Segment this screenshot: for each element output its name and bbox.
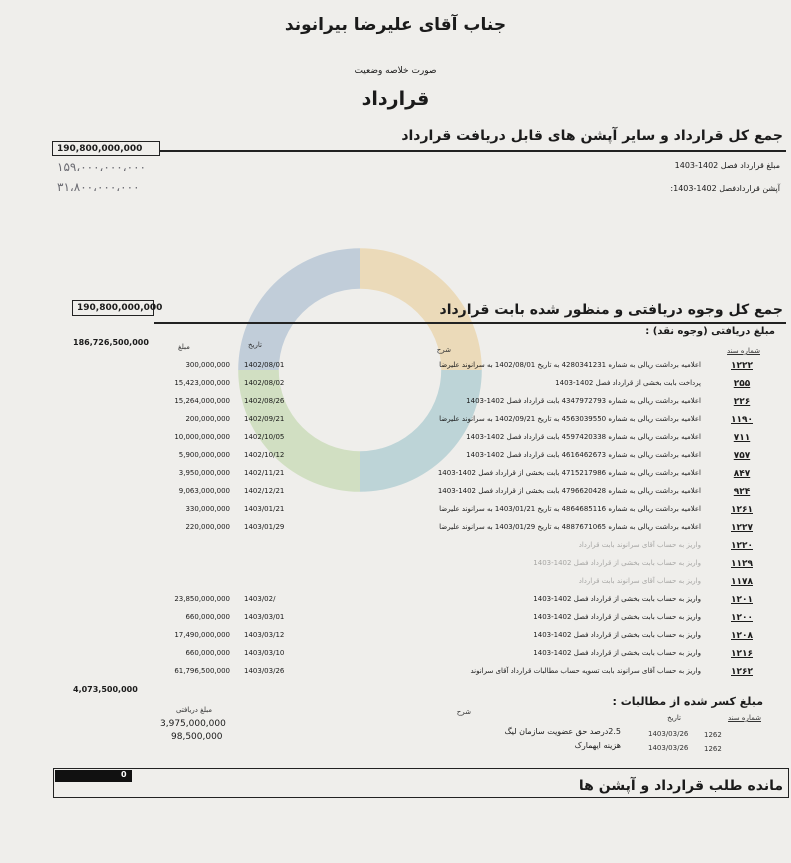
section2-title: جمع کل وجوه دریافتی و منظور شده بابت قرارداد: [439, 302, 783, 318]
row-amount: 220,000,000: [185, 523, 230, 531]
row-amount: 660,000,000: [185, 649, 230, 657]
doc-number: ۱۲۲۰: [731, 541, 753, 551]
row-description: اعلامیه برداشت ریالی به شماره 4796620428 بابت بخشی از قرارداد فصل 1402-1403: [437, 487, 701, 495]
row-description: واریز به حساب بابت بخشی از قرارداد فصل 1402-1403: [533, 631, 701, 639]
doc-number: ۱۲۲۲: [731, 361, 753, 371]
table-row: [0, 649, 791, 667]
table-row: [0, 667, 791, 685]
doc-number: ۲۲۶: [733, 397, 751, 407]
row-amount: 15,423,000,000: [174, 379, 230, 387]
table-row: [0, 361, 791, 379]
recipient-name: جناب آقای علیرضا بیرانوند: [284, 15, 507, 35]
col-description: شرح: [436, 346, 451, 354]
section2-rule: [154, 322, 786, 324]
row-description: اعلامیه برداشت ریالی به شماره 4347972793 بابت قرارداد فصل 1402-1403: [466, 397, 701, 405]
deduction-description: هزینه ایهمارک: [574, 741, 621, 750]
section1-title: جمع کل قرارداد و سایر آپشن های قابل دریافت قرارداد: [401, 128, 783, 144]
table-row: [0, 397, 791, 415]
row-description: اعلامیه برداشت ریالی به شماره 4616462673 بابت قرارداد فصل 1402-1403: [466, 451, 701, 459]
handwritten-amount-2: ۳۱،۸۰۰،۰۰۰،۰۰۰: [57, 180, 140, 194]
row-description: پرداخت بابت بخشی از قرارداد فصل 1402-1403: [555, 379, 701, 387]
table-row: [0, 379, 791, 397]
table-row: [0, 451, 791, 469]
deductions-col-amount: مبلغ دریافتی: [176, 706, 213, 714]
row-description: واریز به حساب آقای سرانوند بابت قرارداد: [578, 541, 701, 549]
row-description: واریز به حساب بابت بخشی از قرارداد فصل 1402-1403: [533, 595, 701, 603]
section1-total: 190,800,000,000: [57, 143, 143, 154]
deductions-col-doc: شماره سند: [728, 714, 761, 722]
deductions-col-desc: شرح: [456, 708, 471, 716]
row-description: واریز به حساب آقای سرانوند بابت قرارداد: [578, 577, 701, 585]
row-date: 1402/10/05: [244, 433, 285, 441]
row-amount: 17,490,000,000: [174, 631, 230, 639]
doc-number: ۹۲۴: [733, 487, 751, 497]
table-row: [0, 541, 791, 559]
table-row: [0, 595, 791, 613]
row-date: 1403/03/10: [244, 649, 285, 657]
row-date: 1402/08/26: [244, 397, 285, 405]
row-amount: 61,796,500,000: [174, 667, 230, 675]
row-date: 1402/08/02: [244, 379, 285, 387]
doc-number: ۲۵۵: [733, 379, 751, 389]
row-amount: 15,264,000,000: [174, 397, 230, 405]
section1-rule: [160, 150, 786, 152]
doc-number: ۱۲۰۱: [731, 595, 753, 605]
row-date: 1403/01/29: [244, 523, 285, 531]
col-date: تاریخ: [248, 341, 262, 349]
row-amount: 300,000,000: [185, 361, 230, 369]
table-row: [0, 415, 791, 433]
section2-total: 190,800,000,000: [77, 303, 163, 313]
section2-total-box: [72, 300, 163, 316]
row-description: اعلامیه برداشت ریالی به شماره 4597420338 بابت قرارداد فصل 1402-1403: [466, 433, 701, 441]
document-title: قرارداد: [361, 88, 430, 110]
doc-number: ۱۱۹۰: [731, 415, 753, 425]
row-date: 1403/01/21: [244, 505, 285, 513]
document-subtitle: صورت خلاصه وضعیت: [354, 66, 437, 76]
deductions-col-date: تاریخ: [667, 714, 681, 722]
contract-amount-label: مبلغ قرارداد فصل 1402-1403: [674, 161, 780, 170]
row-date: 1402/09/21: [244, 415, 285, 423]
table-row: [0, 505, 791, 523]
deduction-amount: 3,975,000,000: [160, 719, 226, 729]
received-label: مبلغ دریافتی (وجوه نقد) :: [645, 326, 775, 337]
options-label: آپشن قراردادفصل 1402-1403:: [670, 184, 780, 193]
table-row: [0, 487, 791, 505]
section1-total-box: [52, 141, 160, 156]
row-date: 1403/02/: [244, 595, 276, 603]
final-balance-value: 0: [121, 770, 127, 779]
row-amount: 10,000,000,000: [174, 433, 230, 441]
row-amount: 23,850,000,000: [174, 595, 230, 603]
doc-number: ۱۱۲۹: [731, 559, 753, 569]
row-amount: 3,950,000,000: [178, 469, 230, 477]
row-description: اعلامیه برداشت ریالی به شماره 4864685116 به تاریخ 1403/01/21 به سرانوند علیرضا: [439, 505, 701, 513]
table-row: [0, 469, 791, 487]
deduction-doc-number: 1262: [704, 745, 722, 753]
doc-number: ۱۲۲۷: [731, 523, 753, 533]
row-date: 1403/03/12: [244, 631, 285, 639]
col-amount: مبلغ: [178, 343, 190, 351]
table-row: [0, 523, 791, 541]
deduction-doc-number: 1262: [704, 731, 722, 739]
doc-number: ۱۲۱۶: [731, 649, 753, 659]
doc-number: ۱۲۰۰: [731, 613, 753, 623]
doc-number: ۸۴۷: [733, 469, 751, 479]
table-row: [0, 559, 791, 577]
doc-number: ۷۱۱: [733, 433, 751, 443]
row-date: 1403/03/01: [244, 613, 285, 621]
deduction-date: 1403/03/26: [648, 744, 689, 752]
row-description: واریز به حساب آقای سرانوند بابت تسویه حساب مطالبات قرارداد آقای سرانوند: [470, 667, 701, 675]
row-amount: 9,063,000,000: [178, 487, 230, 495]
row-date: 1402/10/12: [244, 451, 285, 459]
table-row: [0, 433, 791, 451]
row-description: اعلامیه برداشت ریالی به شماره 4715217986 بابت بخشی از قرارداد فصل 1402-1403: [437, 469, 701, 477]
row-date: 1402/08/01: [244, 361, 285, 369]
table-row: [0, 631, 791, 649]
row-amount: 200,000,000: [185, 415, 230, 423]
col-doc-number: شماره سند: [727, 347, 760, 355]
handwritten-amount-1: ۱۵۹،۰۰۰،۰۰۰،۰۰۰: [57, 160, 146, 174]
doc-number: ۱۲۰۸: [731, 631, 753, 641]
row-date: 1402/12/21: [244, 487, 285, 495]
table-row: [0, 577, 791, 595]
doc-number: ۱۱۷۸: [731, 577, 753, 587]
row-description: اعلامیه برداشت ریالی به شماره 4887671065 به تاریخ 1403/01/29 به سرانوند علیرضا: [439, 523, 701, 531]
table-row: [0, 613, 791, 631]
deduction-description: 2.5درصد حق عضویت سازمان لیگ: [504, 727, 621, 736]
row-description: واریز به حساب بابت بخشی از قرارداد فصل 1402-1403: [533, 613, 701, 621]
row-description: واریز به حساب بابت بخشی از قرارداد فصل 1402-1403: [533, 649, 701, 657]
deductions-total: 4,073,500,000: [73, 685, 138, 694]
deduction-amount: 98,500,000: [171, 732, 223, 742]
deduction-date: 1403/03/26: [648, 730, 689, 738]
doc-number: ۱۲۶۲: [731, 667, 753, 677]
row-description: اعلامیه برداشت ریالی به شماره 4280341231 به تاریخ 1402/08/01 به سرانوند علیرضا: [439, 361, 701, 369]
row-description: اعلامیه برداشت ریالی به شماره 4563039550 به تاریخ 1402/09/21 به سرانوند علیرضا: [439, 415, 701, 423]
row-date: 1402/11/21: [244, 469, 285, 477]
deductions-title: مبلغ کسر شده از مطالبات :: [612, 695, 763, 708]
received-total: 186,726,500,000: [73, 338, 149, 347]
doc-number: ۱۲۶۱: [731, 505, 753, 515]
final-balance-title: مانده طلب قرارداد و آپشن ها: [578, 778, 783, 794]
doc-number: ۷۵۷: [733, 451, 751, 461]
row-amount: 5,900,000,000: [178, 451, 230, 459]
row-date: 1403/03/26: [244, 667, 285, 675]
row-amount: 660,000,000: [185, 613, 230, 621]
row-description: واریز به حساب بابت بخشی از قرارداد فصل 1402-1403: [533, 559, 701, 567]
row-amount: 330,000,000: [185, 505, 230, 513]
